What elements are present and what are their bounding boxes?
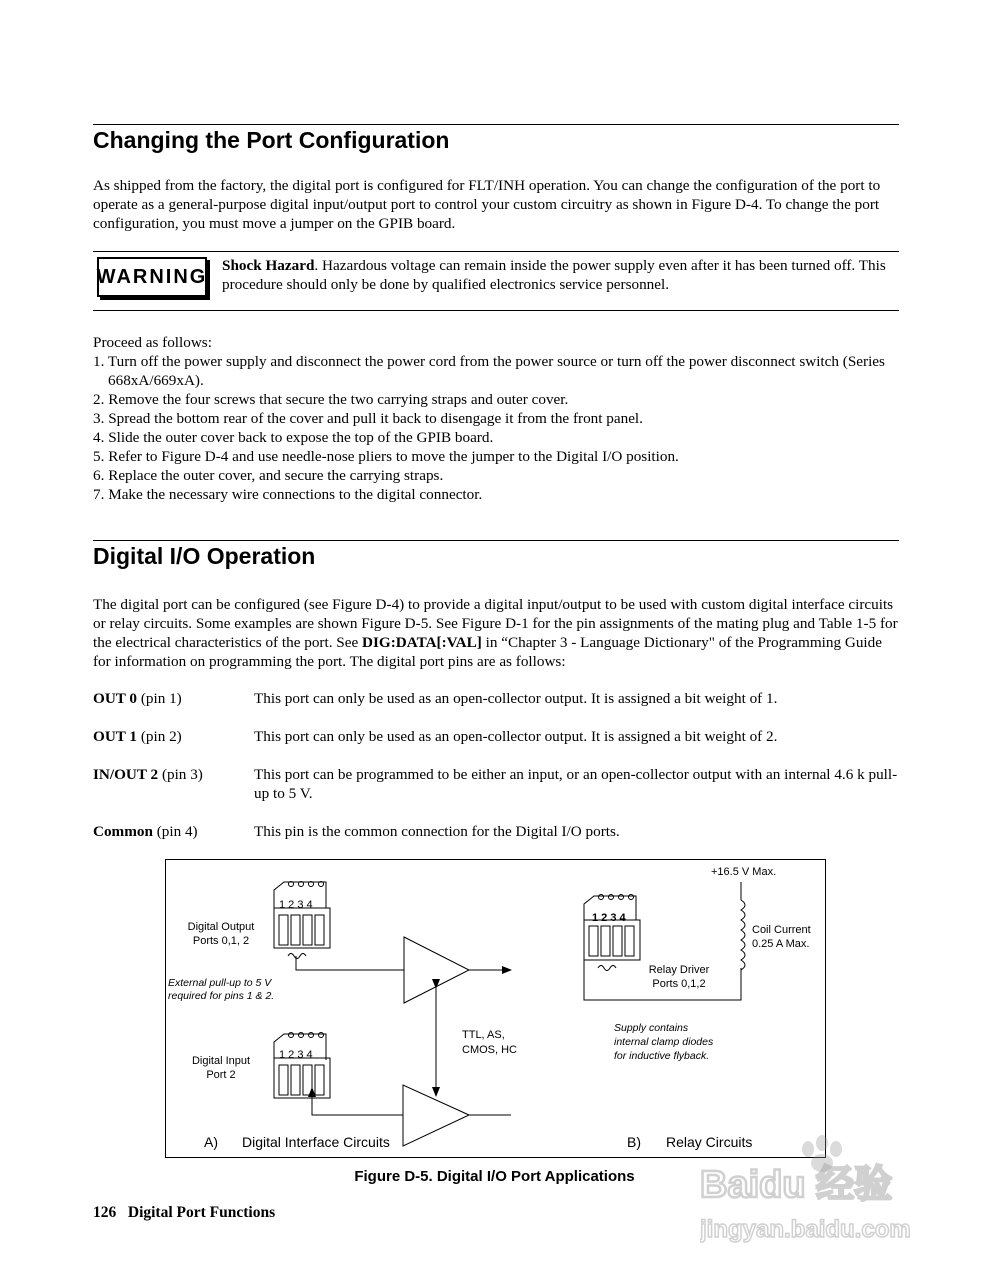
procedure-step: 6. Replace the outer cover, and secure the carrying straps. <box>93 467 444 484</box>
relay-driver-ports-label: Ports 0,1,2 <box>652 978 706 990</box>
connector-pin-numbers: 1 2 3 4 <box>279 899 313 911</box>
connector-pin-numbers-input: 1 2 3 4 <box>279 1049 313 1061</box>
procedure-step: 3. Spread the bottom rear of the cover and pull it back to disengage it from the front panel. <box>93 410 643 427</box>
pin-number: (pin 1) <box>137 690 182 707</box>
digital-output-label: Digital Output <box>187 921 255 933</box>
digital-input-port-label: Port 2 <box>206 1069 236 1081</box>
section-heading-digital-io: Digital I/O Operation <box>93 543 316 569</box>
pin-name: IN/OUT 2 <box>93 766 159 783</box>
procedure-block <box>93 333 899 504</box>
supply-note-3: for inductive flyback. <box>614 1050 710 1062</box>
supply-voltage-label: +16.5 V Max. <box>711 866 777 878</box>
panel-a-letter: A) <box>204 1134 218 1150</box>
pin-number: (pin 3) <box>158 766 203 783</box>
panel-a-title: Digital Interface Circuits <box>242 1134 390 1150</box>
procedure-step: 5. Refer to Figure D-4 and use needle-nose pliers to move the jumper to the Digital I/O position. <box>93 448 679 465</box>
pullup-note: External pull-up to 5 V <box>168 977 272 989</box>
digital-io-intro-paragraph <box>93 595 899 671</box>
section-intro-paragraph: As shipped from the factory, the digital port is configured for FLT/INH operation. You can change the configuration of the port to operate as a general-purpose digital input/output port to control your custom circuitry as shown in Figure D-4. To change the port configuration, you must move a jumper on the GPIB board. <box>93 177 881 232</box>
page-footer: 126 Digital Port Functions <box>93 1204 276 1221</box>
connector-digital-output <box>274 882 330 959</box>
section-heading-port-configuration: Changing the Port Configuration <box>93 127 450 153</box>
pin-name: Common <box>93 823 153 840</box>
baidu-watermark <box>700 1135 980 1265</box>
pin-description: This port can only be used as an open-collector output. It is assigned a bit weight of 1. <box>254 690 778 707</box>
intro-text-a: The digital port can be configured (see Figure D-4) to provide a digital input/output to be used with custom digital interface circuits or relay circuits. Some examples are shown Figure D-5. See Figure D-1 for the pin assignments of the mating plug and Table 1-5 for the electrical characteristics of the port. See <box>93 596 898 651</box>
intro-text-b: in “Chapter 3 - Language Dictionary" of the Programming Guide for information on programming the port. The digital port pins are as follows: <box>93 634 882 670</box>
section-rule <box>93 540 899 541</box>
pin-number: (pin 4) <box>152 823 198 840</box>
warning-badge: WARNING <box>97 257 207 297</box>
interface-circuit-wiring <box>296 937 511 1146</box>
coil-current-value: 0.25 A Max. <box>752 938 810 950</box>
pin-name: OUT 0 <box>93 690 138 707</box>
watermark-brand: Baidu 经验 <box>700 1164 893 1206</box>
pin-description: This port can be programmed to be either an input, or an open-collector output with an internal 4.6 k pull-up to 5 V. <box>254 766 898 802</box>
procedure-step: 1. Turn off the power supply and disconnect the power cord from the power source or turn off the power disconnect switch (Series 668xA/669xA). <box>93 353 885 389</box>
warning-bottom-rule <box>93 310 899 311</box>
digital-output-ports-label: Ports 0,1, 2 <box>192 935 250 947</box>
procedure-lead: Proceed as follows: <box>93 334 212 351</box>
coil-current-label: Coil Current <box>752 924 811 936</box>
pin-description: This pin is the common connection for the Digital I/O ports. <box>254 823 620 840</box>
relay-pin-numbers: 1 2 3 4 <box>592 912 626 924</box>
supply-note: Supply contains <box>614 1022 689 1034</box>
warning-body: . Hazardous voltage can remain inside the power supply even after it has been turned off. This procedure should only be done by qualified electronics service personnel. <box>222 257 886 293</box>
logic-family-label-2: CMOS, HC <box>462 1044 517 1056</box>
panel-b-title: Relay Circuits <box>666 1134 753 1150</box>
figure-caption: Figure D-5. Digital I/O Port Applications <box>354 1168 635 1185</box>
connector-digital-input <box>274 1033 330 1099</box>
pullup-note-2: required for pins 1 & 2. <box>168 990 275 1002</box>
pin-name: OUT 1 <box>93 728 138 745</box>
procedure-step: 2. Remove the four screws that secure the two carrying straps and outer cover. <box>93 391 569 408</box>
digital-input-label: Digital Input <box>191 1055 251 1067</box>
supply-note-2: internal clamp diodes <box>614 1036 714 1048</box>
logic-family-label: TTL, AS, <box>462 1029 505 1041</box>
section-rule <box>93 124 899 125</box>
procedure-step: 4. Slide the outer cover back to expose the top of the GPIB board. <box>93 429 494 446</box>
warning-bold-lead: Shock Hazard <box>222 257 315 274</box>
pin-number: (pin 2) <box>137 728 182 745</box>
watermark-url: jingyan.baidu.com <box>700 1216 911 1243</box>
relay-driver-label: Relay Driver <box>648 964 710 976</box>
procedure-step: 7. Make the necessary wire connections to the digital connector. <box>93 486 483 503</box>
intro-command: DIG:DATA[:VAL] <box>362 634 482 651</box>
panel-b-letter: B) <box>627 1134 641 1150</box>
figure-d5 <box>165 859 826 1158</box>
warning-top-rule <box>93 251 899 252</box>
pin-description: This port can only be used as an open-collector output. It is assigned a bit weight of 2. <box>254 728 778 745</box>
warning-text <box>222 256 902 294</box>
